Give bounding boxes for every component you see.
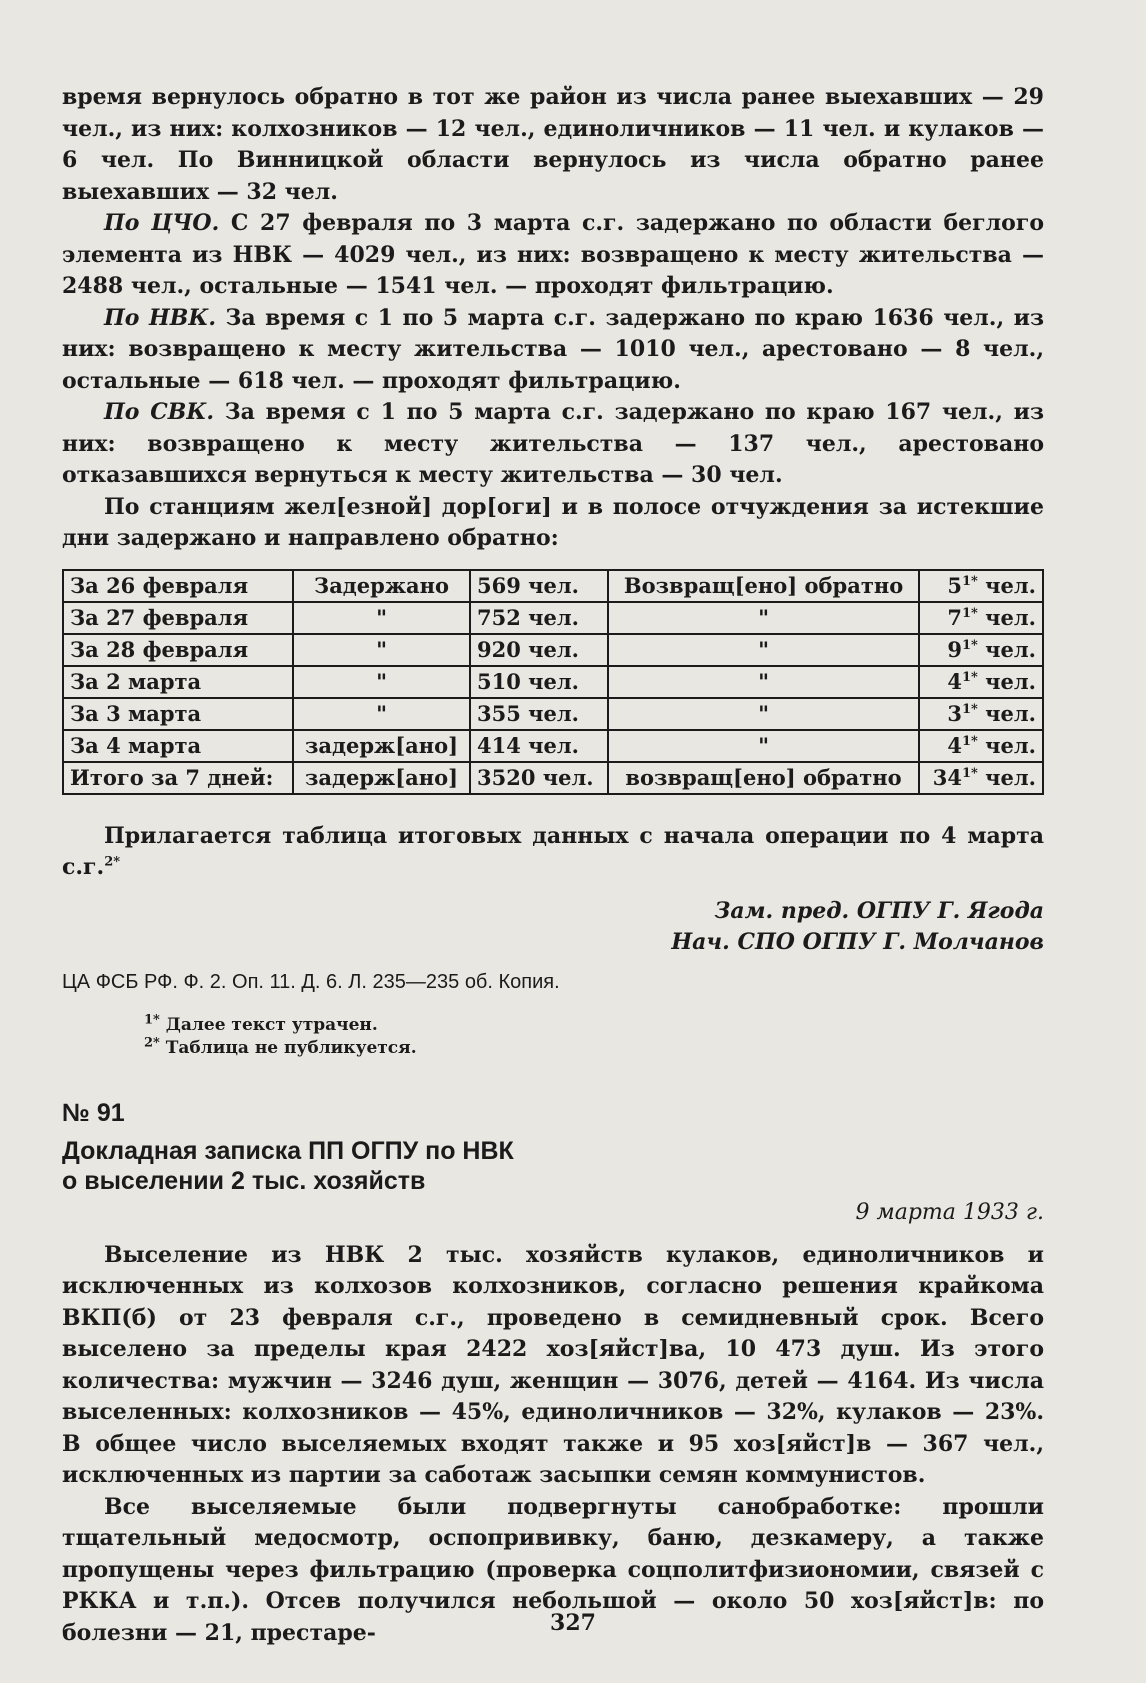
document-title-line-2: о выселении 2 тыс. хозяйств	[62, 1166, 426, 1195]
cell-date: За 3 марта	[63, 698, 293, 730]
archive-reference: ЦА ФСБ РФ. Ф. 2. Оп. 11. Д. 6. Л. 235—235 об. Копия.	[62, 970, 560, 993]
cell-detained: 752 чел.	[470, 602, 608, 634]
table-row	[63, 666, 1043, 698]
cell-date: За 27 февраля	[63, 602, 293, 634]
region-label-nvk: По НВК.	[104, 304, 217, 331]
returned-count: 9	[947, 636, 962, 662]
cell-result: возвращ[ено] обратно	[608, 762, 919, 794]
cell-returned	[919, 762, 1043, 794]
signature-molchanov: Нач. СПО ОГПУ Г. Молчанов	[671, 928, 1044, 955]
footnote-ref-1: 1*	[961, 669, 978, 685]
table-row	[63, 602, 1043, 634]
table-row	[63, 570, 1043, 602]
paragraph-svk-text: За время с 1 по 5 марта с.г. задержано по краю 167 чел., из них: возвращено к месту жительства — 137 чел., арестовано отказавшихся вернуться к месту жительства — 30 чел.	[62, 399, 1044, 488]
cell-returned	[919, 602, 1043, 634]
cell-action: "	[293, 698, 470, 730]
footnote-ref-1: 1*	[961, 765, 978, 781]
table-row	[63, 634, 1043, 666]
cell-detained: 3520 чел.	[470, 762, 608, 794]
cell-action: "	[293, 666, 470, 698]
cell-action: Задержано	[293, 570, 470, 602]
footnote-ref-2: 2*	[104, 854, 121, 870]
footnote-text: Таблица не публикуется.	[159, 1037, 417, 1058]
cell-returned	[919, 634, 1043, 666]
cell-detained: 355 чел.	[470, 698, 608, 730]
paragraph-cho-text: С 27 февраля по 3 марта с.г. задержано по области беглого элемента из НВК — 4029 чел., из них: возвращено к месту жительства — 2488 чел., остальные — 1541 чел. — проходят фильтрацию.	[62, 210, 1044, 299]
table-row	[63, 730, 1043, 762]
cell-date: За 28 февраля	[63, 634, 293, 666]
footnote-mark: 1*	[144, 1011, 160, 1027]
stations-table-body	[63, 570, 1043, 794]
signature-block	[62, 896, 1044, 958]
paragraph-eviction: Выселение из НВК 2 тыс. хозяйств кулаков, единоличников и исключенных из колхозов колхозников, согласно решения крайкома ВКП(б) от 23 февраля с.г., проведено в семидневный срок. Всего выселено за пределы края 2422 хоз[яйст]ва, 10 473 душ. Из этого количества: мужчин — 3246 душ, женщин — 3076, детей — 4164. Из числа выселенных: колхозников — 45%, единоличников — 32%, кулаков — 23%. В общее число выселяемых входят также и 95 хоз[яйст]в — 367 чел., исключенных из партии за саботаж засыпки семян коммунистов.	[62, 1241, 1044, 1488]
footnote-ref-1: 1*	[961, 701, 978, 717]
signature-yagoda: Зам. пред. ОГПУ Г. Ягода	[714, 897, 1044, 924]
footnotes	[62, 1011, 1044, 1060]
cell-result: Возвращ[ено] обратно	[608, 570, 919, 602]
returned-unit: чел.	[985, 668, 1036, 694]
cell-returned	[919, 570, 1043, 602]
attachment-text: Прилагается таблица итоговых данных с начала операции по 4 марта с.г.	[62, 822, 1044, 880]
cell-action: "	[293, 602, 470, 634]
document-title	[62, 1136, 1044, 1196]
returned-unit: чел.	[985, 636, 1036, 662]
stations-table	[62, 569, 1044, 795]
cell-result: "	[608, 666, 919, 698]
cell-date: Итого за 7 дней:	[63, 762, 293, 794]
returned-unit: чел.	[985, 700, 1036, 726]
returned-count: 5	[947, 572, 962, 598]
paragraph-nvk	[62, 303, 1044, 398]
table-row	[63, 762, 1043, 794]
page-number: 327	[550, 1610, 596, 1636]
footnote-ref-1: 1*	[961, 733, 978, 749]
returned-unit: чел.	[985, 604, 1036, 630]
returned-unit: чел.	[985, 732, 1036, 758]
footnote-mark: 2*	[144, 1034, 160, 1050]
region-label-svk: По СВК.	[104, 399, 214, 425]
footnote-text: Далее текст утрачен.	[159, 1014, 378, 1035]
paragraph-nvk-text: За время с 1 по 5 марта с.г. задержано по краю 1636 чел., из них: возвращено к месту жительства — 1010 чел., арестовано — 8 чел., остальные — 618 чел. — проходят фильтрацию.	[62, 304, 1044, 394]
cell-result: "	[608, 698, 919, 730]
cell-detained: 414 чел.	[470, 730, 608, 762]
returned-count: 34	[932, 764, 962, 790]
region-label-cho: По ЦЧО.	[104, 210, 220, 236]
returned-count: 4	[947, 668, 962, 694]
cell-action: "	[293, 634, 470, 666]
footnote-ref-1: 1*	[961, 605, 978, 621]
paragraph-cho	[62, 208, 1044, 303]
footnote-1	[144, 1011, 1044, 1037]
paragraph-svk	[62, 397, 1044, 492]
cell-returned	[919, 730, 1043, 762]
cell-detained: 569 чел.	[470, 570, 608, 602]
paragraph-sanitation: Все выселяемые были подвергнуты санобработке: прошли тщательный медосмотр, оспопрививку, баню, дезкамеру, а также пропущены через фильтрацию (проверка соцполитфизиономии, связей с РККА и т.п.). Отсев получился небольшой — около 50 хоз[яйст]в: по болезни — 21, престаре-	[62, 1493, 1044, 1646]
cell-returned	[919, 666, 1043, 698]
returned-count: 7	[947, 604, 962, 630]
cell-date: За 4 марта	[63, 730, 293, 762]
document-date: 9 марта 1933 г.	[855, 1199, 1044, 1225]
paragraph-returned: время вернулось обратно в тот же район из числа ранее выехавших — 29 чел., из них: колхозников — 12 чел., единоличников — 11 чел. и кулаков — 6 чел. По Винницкой области вернулось из числа обратно ранее выехавших — 32 чел.	[62, 84, 1044, 205]
cell-result: "	[608, 730, 919, 762]
footnote-ref-1: 1*	[961, 637, 978, 653]
attachment-note	[62, 821, 1044, 884]
document-title-line-1: Докладная записка ПП ОГПУ по НВК	[62, 1136, 514, 1165]
table-row	[63, 698, 1043, 730]
returned-unit: чел.	[985, 764, 1036, 790]
cell-date: За 2 марта	[63, 666, 293, 698]
cell-date: За 26 февраля	[63, 570, 293, 602]
cell-result: "	[608, 634, 919, 666]
cell-action: задерж[ано]	[293, 762, 470, 794]
returned-unit: чел.	[985, 572, 1036, 598]
cell-detained: 510 чел.	[470, 666, 608, 698]
returned-count: 3	[947, 700, 962, 726]
footnote-2	[144, 1034, 1044, 1060]
cell-action: задерж[ано]	[293, 730, 470, 762]
paragraph-stations-intro: По станциям жел[езной] дор[оги] и в полосе отчуждения за истекшие дни задержано и направлено обратно:	[62, 493, 1044, 551]
cell-result: "	[608, 602, 919, 634]
cell-detained: 920 чел.	[470, 634, 608, 666]
cell-returned	[919, 698, 1043, 730]
document-number: № 91	[62, 1098, 125, 1127]
footnote-ref-1: 1*	[961, 573, 978, 589]
returned-count: 4	[947, 732, 962, 758]
